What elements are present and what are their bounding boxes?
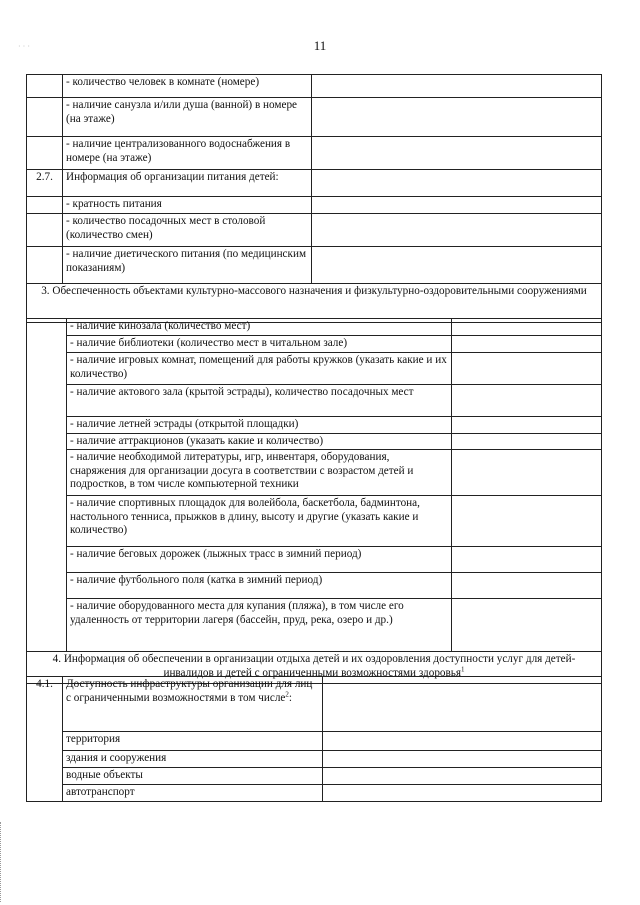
value-cell: [452, 599, 602, 652]
value-cell: [312, 98, 602, 137]
table-row: [27, 170, 602, 197]
row-number: [27, 98, 63, 137]
value-cell: [312, 137, 602, 170]
value-cell: [323, 732, 602, 751]
table-row: [27, 336, 602, 353]
scan-specks: · · ·: [18, 42, 30, 51]
row-label: Информация об организации питания детей:: [63, 170, 312, 197]
value-cell: [452, 547, 602, 573]
row-label: - кратность питания: [63, 197, 312, 214]
value-cell: [312, 170, 602, 197]
value-cell: [452, 450, 602, 496]
value-cell: [452, 319, 602, 336]
table-row: [27, 496, 602, 547]
value-cell: [452, 353, 602, 385]
row-label: - количество человек в комнате (номере): [63, 75, 312, 98]
table-row: [27, 75, 602, 98]
row-number: [27, 137, 63, 170]
footnote-marker: 1: [461, 664, 465, 673]
row-label: - наличие игровых комнат, помещений для работы кружков (указать какие и их количество): [67, 353, 452, 385]
footnote-marker: 2: [285, 689, 289, 698]
row-number: [27, 319, 67, 652]
row-label: - наличие беговых дорожек (лыжных трасс в зимний период): [67, 547, 452, 573]
value-cell: [452, 417, 602, 434]
row-label: здания и сооружения: [63, 751, 323, 768]
row-label: - наличие оборудованного места для купания (пляжа), в том числе его удаленность от территории лагеря (бассейн, пруд, река, озеро и др.): [67, 599, 452, 652]
section-3-table: [26, 318, 602, 684]
value-cell: [312, 197, 602, 214]
table-row: [27, 319, 602, 336]
section-header-row: [27, 284, 602, 323]
row-number: [27, 214, 63, 247]
row-label: - наличие футбольного поля (катка в зимний период): [67, 573, 452, 599]
row-label: - наличие кинозала (количество мест): [67, 319, 452, 336]
table-row: [27, 247, 602, 284]
value-cell: [323, 677, 602, 732]
value-cell: [452, 573, 602, 599]
value-cell: [452, 385, 602, 417]
table-row: [27, 385, 602, 417]
table-row: [27, 599, 602, 652]
row-number: 2.7.: [27, 170, 63, 197]
value-cell: [323, 785, 602, 802]
row-label: - наличие аттракционов (указать какие и количество): [67, 433, 452, 450]
section-3-title: 3. Обеспеченность объектами культурно-массового назначения и физкультурно-оздоровительными сооружениями: [27, 284, 602, 323]
table-row: [27, 450, 602, 496]
table-row: [27, 751, 602, 768]
row-label: территория: [63, 732, 323, 751]
row-number: [27, 75, 63, 98]
table-row: [27, 433, 602, 450]
table-row: [27, 98, 602, 137]
row-label: - наличие летней эстрады (открытой площадки): [67, 417, 452, 434]
value-cell: [323, 751, 602, 768]
table-row: [27, 353, 602, 385]
row-label: - количество посадочных мест в столовой (количество смен): [63, 214, 312, 247]
table-row: [27, 732, 602, 751]
row-label: - наличие актового зала (крытой эстрады), количество посадочных мест: [67, 385, 452, 417]
table-row: [27, 785, 602, 802]
row-label: водные объекты: [63, 768, 323, 785]
table-row: [27, 677, 602, 732]
accessibility-table: [26, 676, 602, 802]
row-label: - наличие необходимой литературы, игр, инвентаря, оборудования, снаряжения для организации досуга в соответствии с возрастом детей и подростков, в том числе компьютерной техники: [67, 450, 452, 496]
value-cell: [312, 75, 602, 98]
table-row: [27, 214, 602, 247]
infrastructure-table: [26, 74, 602, 323]
table-row: [27, 137, 602, 170]
row-label: - наличие санузла и/или душа (ванной) в номере (на этаже): [63, 98, 312, 137]
value-cell: [452, 496, 602, 547]
table-row: [27, 417, 602, 434]
table-row: [27, 547, 602, 573]
value-cell: [323, 768, 602, 785]
table-row: [27, 197, 602, 214]
row-label: [63, 677, 323, 732]
section-4-title-text: 4. Информация об обеспечении в организации отдыха детей и их оздоровления доступности услуг для детей-инвалидов и детей с ограниченными возможностями здоровья: [52, 653, 576, 679]
row-number: 4.1.: [27, 677, 63, 802]
row-number: [27, 247, 63, 284]
value-cell: [452, 336, 602, 353]
value-cell: [452, 433, 602, 450]
row-label: автотранспорт: [63, 785, 323, 802]
row-label-suffix: :: [288, 691, 292, 704]
row-number: [27, 197, 63, 214]
table-row: [27, 573, 602, 599]
page-number: 11: [313, 38, 327, 53]
row-label: - наличие спортивных площадок для волейбола, баскетбола, бадминтона, настольного тенниса, прыжков в длину, высоту и другие (указать какие и количество): [67, 496, 452, 547]
row-label-text: Доступность инфраструктуры организации для лиц с ограниченными возможностями в том числе: [66, 678, 313, 704]
row-label: - наличие библиотеки (количество мест в читальном зале): [67, 336, 452, 353]
row-label: - наличие диетического питания (по медицинским показаниям): [63, 247, 312, 284]
value-cell: [312, 247, 602, 284]
table-row: [27, 768, 602, 785]
scan-edge: [0, 822, 3, 902]
value-cell: [312, 214, 602, 247]
row-label: - наличие централизованного водоснабжения в номере (на этаже): [63, 137, 312, 170]
